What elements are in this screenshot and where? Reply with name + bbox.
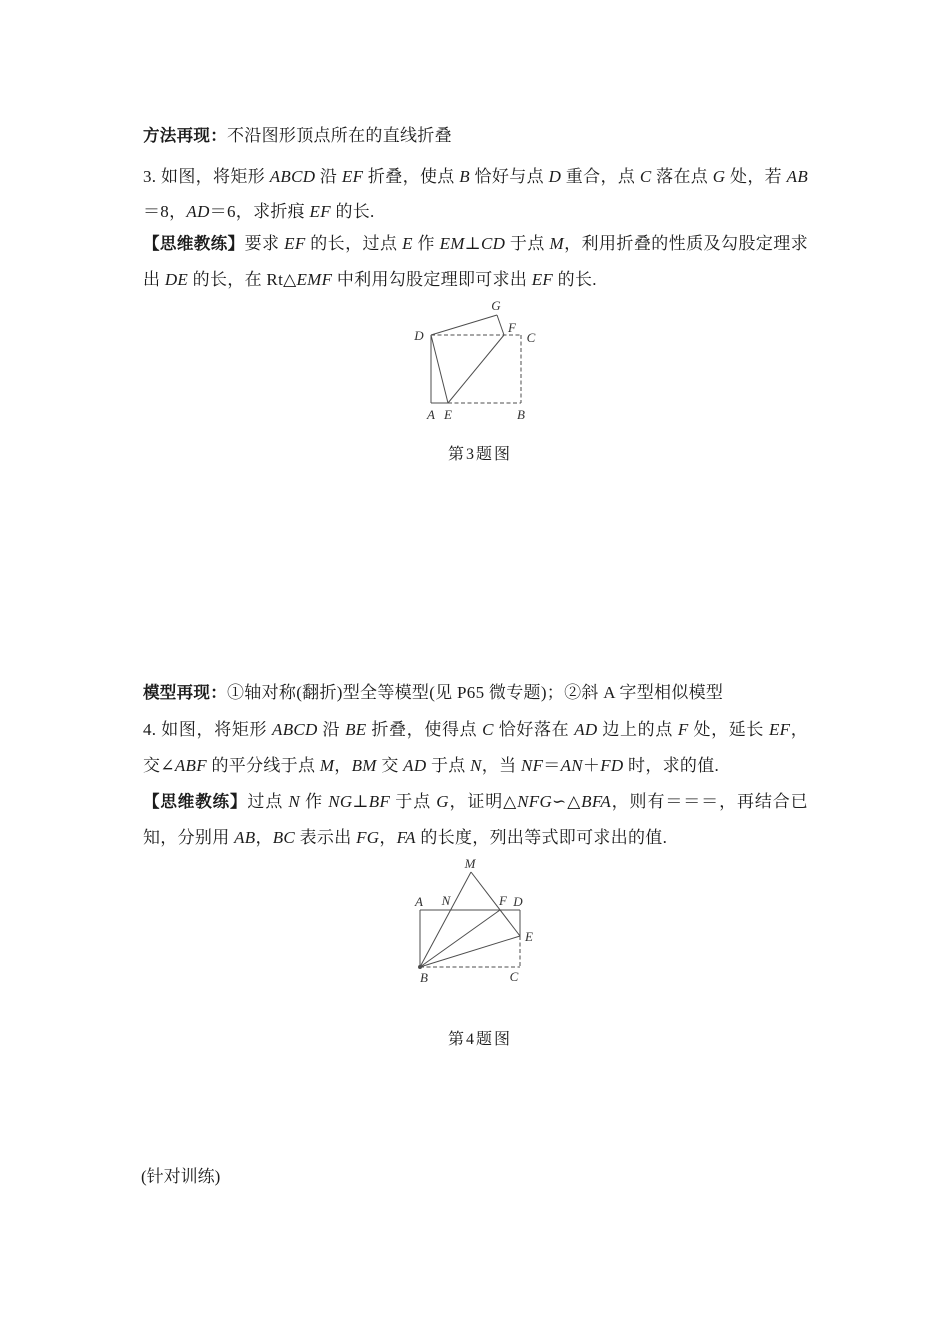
text-run: 的长，过点 xyxy=(305,234,403,253)
vertex-label-E: E xyxy=(525,929,533,944)
text-run: 的长，在 Rt△ xyxy=(188,270,297,289)
math-var-run: G xyxy=(712,167,726,186)
text-run: 时，求的值. xyxy=(623,756,720,775)
text-run: 4. 如图，将矩形 xyxy=(143,720,273,739)
problem-3-coach-text xyxy=(143,226,808,297)
math-var-run: EF xyxy=(284,234,306,253)
math-var-run: EF xyxy=(341,167,364,186)
text-run: 折叠，使得点 xyxy=(366,720,483,739)
text-run: 过点 xyxy=(247,792,289,811)
vertex-label-F: F xyxy=(508,320,516,335)
math-var-run: C xyxy=(482,720,494,739)
math-var-run: E xyxy=(402,234,413,253)
vertex-label-C: C xyxy=(509,969,519,984)
math-var-run: EF xyxy=(309,202,331,221)
figure-3-caption: 第3题图 xyxy=(447,446,512,463)
vertex-label-C: C xyxy=(526,330,536,345)
text-run: ＝6，求折痕 xyxy=(209,202,310,221)
figure-3-svg xyxy=(395,295,555,430)
text-run: 恰好落在 xyxy=(493,720,575,739)
text-run: ①轴对称(翻折)型全等模型(见 P65 微专题)；②斜 A 字型相似模型 xyxy=(227,683,724,702)
math-var-run: ABCD xyxy=(272,720,318,739)
math-var-run: FG xyxy=(356,828,380,847)
text-run: 的长. xyxy=(330,202,375,221)
text-run: 恰好与点 xyxy=(469,167,549,186)
text-run: 作 xyxy=(300,792,329,811)
text-run: 处，延长 xyxy=(688,720,769,739)
text-run: 的长度，列出等式即可求出的值. xyxy=(415,828,668,847)
text-run: ， xyxy=(334,756,352,775)
math-var-run: BM xyxy=(351,756,377,775)
math-var-run: BFA xyxy=(581,792,612,811)
bold-run: 【思维教练】 xyxy=(143,793,248,811)
math-var-run: EMF xyxy=(296,270,333,289)
text-run: 作 xyxy=(412,234,440,253)
problem-4-coach-text xyxy=(143,784,808,856)
text-run: ，当 xyxy=(481,756,521,775)
figure-4-svg xyxy=(395,855,555,990)
math-var-run: M xyxy=(319,756,335,775)
vertex-label-N: N xyxy=(441,893,451,908)
figure-3-diagram xyxy=(395,295,555,430)
vertex-label-B: B xyxy=(517,407,525,422)
math-var-run: EF xyxy=(768,720,791,739)
bold-run: 模型再现： xyxy=(143,684,227,702)
text-run: 边上的点 xyxy=(597,720,678,739)
math-var-run: D xyxy=(548,167,562,186)
math-var-run: AD xyxy=(403,756,427,775)
text-run: ＝ xyxy=(543,756,561,775)
text-run: 的长. xyxy=(553,270,597,289)
text-run: ＋ xyxy=(582,756,601,775)
math-var-run: C xyxy=(639,167,652,186)
text-run: ⊥ xyxy=(464,234,482,253)
bold-run: 【思维教练】 xyxy=(143,235,245,253)
text-run: 不沿图形顶点所在的直线折叠 xyxy=(227,126,452,145)
text-run: 交 xyxy=(376,756,404,775)
math-var-run: NFG xyxy=(517,792,553,811)
bold-run: 方法再现： xyxy=(143,127,227,145)
math-var-run: N xyxy=(288,792,301,811)
vertex-label-E: E xyxy=(444,407,452,422)
text-run: 于点 xyxy=(505,234,550,253)
text-run: 沿 xyxy=(317,720,346,739)
text-run: 处，若 xyxy=(725,167,787,186)
math-var-run: B xyxy=(459,167,470,186)
text-run: 中利用勾股定理即可求出 xyxy=(332,270,532,289)
math-var-run: M xyxy=(549,234,564,253)
text-run: ，交∠ xyxy=(143,720,809,775)
text-run: ， xyxy=(379,828,397,847)
vertex-label-F: F xyxy=(499,893,507,908)
vertex-label-D: D xyxy=(513,894,523,909)
math-var-run: N xyxy=(470,756,482,775)
vertex-label-D: D xyxy=(414,328,424,343)
text-run: 折叠，使点 xyxy=(363,167,460,186)
math-var-run: NG xyxy=(328,792,353,811)
math-var-run: G xyxy=(436,792,449,811)
text-run: ，利用折叠的性质及勾股定理求出 xyxy=(143,234,809,289)
math-var-run: CD xyxy=(481,234,506,253)
math-var-run: FA xyxy=(396,828,416,847)
text-run: ∽△ xyxy=(552,792,582,811)
math-var-run: AN xyxy=(560,756,583,775)
math-var-run: F xyxy=(677,720,689,739)
text-run: 要求 xyxy=(244,234,285,253)
math-var-run: BE xyxy=(345,720,367,739)
vertex-label-B: B xyxy=(420,970,428,985)
text-run: 于点 xyxy=(426,756,471,775)
math-var-run: FD xyxy=(600,756,624,775)
math-var-run: ABF xyxy=(174,756,207,775)
math-var-run: AD xyxy=(186,202,210,221)
problem-4-text xyxy=(143,712,808,784)
math-var-run: BC xyxy=(272,828,296,847)
figure-4-diagram xyxy=(395,855,555,990)
text-run: ，则有＝＝＝，再结合已知，分别用 xyxy=(143,792,808,847)
vertex-label-A: A xyxy=(415,894,423,909)
text-run: ， xyxy=(255,828,273,847)
text-run: 于点 xyxy=(390,792,437,811)
math-var-run: AB xyxy=(786,167,809,186)
math-var-run: AD xyxy=(574,720,598,739)
math-var-run: NF xyxy=(520,756,544,775)
text-run: 沿 xyxy=(315,167,342,186)
text-run: 落在点 xyxy=(651,167,713,186)
math-var-run: AB xyxy=(234,828,256,847)
model-recap-heading xyxy=(143,675,808,711)
targeted-practice-label: (针对训练) xyxy=(141,1167,221,1186)
figure-4-caption: 第4题图 xyxy=(447,1031,512,1048)
text-run: ⊥ xyxy=(352,792,369,811)
math-var-run: ABCD xyxy=(269,167,316,186)
method-recap-heading xyxy=(143,118,808,154)
math-var-run: EF xyxy=(531,270,554,289)
text-run: 的平分线于点 xyxy=(206,756,320,775)
text-run: 表示出 xyxy=(295,828,357,847)
math-var-run: BF xyxy=(368,792,391,811)
math-var-run: EM xyxy=(439,234,465,253)
vertex-label-A: A xyxy=(427,407,435,422)
text-run: ，证明△ xyxy=(448,792,518,811)
vertex-label-M: M xyxy=(464,856,476,871)
text-run: ＝8， xyxy=(143,202,187,221)
vertex-label-G: G xyxy=(491,298,501,313)
text-run: 3. 如图，将矩形 xyxy=(143,167,270,186)
problem-3-text xyxy=(143,159,808,229)
math-var-run: DE xyxy=(164,270,189,289)
text-run: 重合，点 xyxy=(561,167,640,186)
